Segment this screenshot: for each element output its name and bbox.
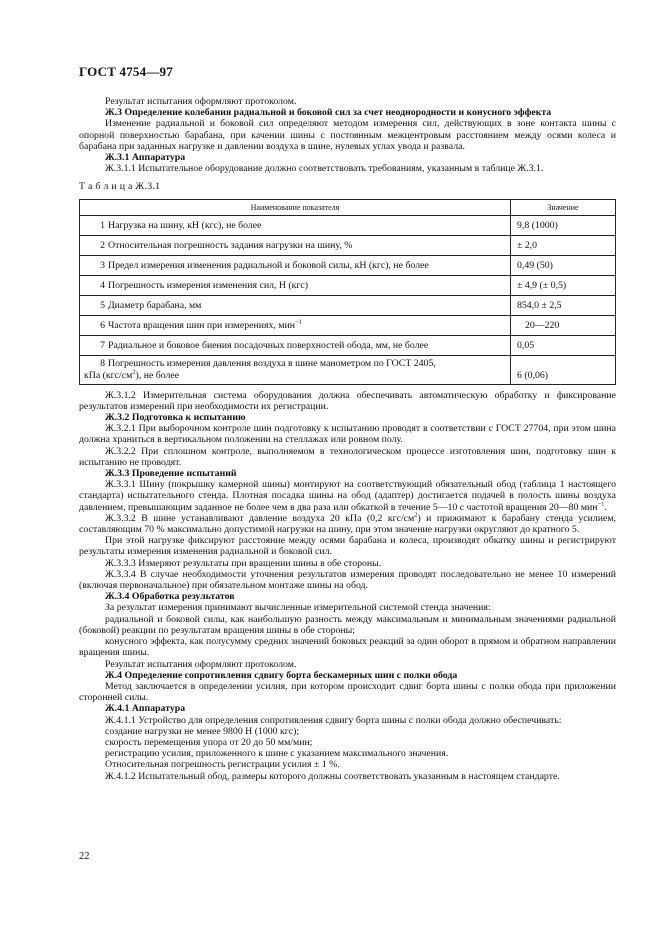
paragraph: Относительная погрешность регистрации усилия ± 1 %. bbox=[105, 759, 340, 771]
parameter-value: 20—220 bbox=[511, 315, 616, 335]
section-heading: Ж.3 Определение колебания радиальной и боковой сил за счет неоднородности и конусного эффекта bbox=[105, 107, 552, 119]
subsection-heading: Ж.3.2 Подготовка к испытанию bbox=[105, 412, 246, 424]
table-header-row bbox=[80, 199, 616, 215]
table-caption: Т а б л и ц а Ж.3.1 bbox=[79, 181, 161, 193]
document-body bbox=[79, 96, 616, 782]
subsection-heading: Ж.3.1 Аппаратура bbox=[105, 152, 186, 164]
table-row bbox=[80, 315, 616, 335]
paragraph: Ж.3.1.1 Испытательное оборудование должно соответствовать требованиям, указанным в таблице Ж.3.1. bbox=[105, 163, 544, 175]
table-row bbox=[80, 295, 616, 315]
paragraph: Ж.4.1.1 Устройство для определения сопротивления сдвигу борта шины с полки обода должно обеспечивать: bbox=[105, 714, 562, 726]
parameter-value: 0,49 (50) bbox=[511, 255, 616, 275]
paragraph: Метод заключается в определении усилия, при котором происходит сдвиг борта шины с полки обода при приложении сторонней силы. bbox=[79, 680, 616, 704]
paragraph: Ж.3.2.2 При сплошном контроле, выполняемом в технологическом процессе изготовления шин, подготовку шин к испытанию не проводят. bbox=[79, 445, 616, 468]
list-item: регистрацию усилия, приложенного к шине с указанием максимального значения. bbox=[105, 748, 449, 760]
paragraph: Ж.3.3.1 Шину (покрышку камерной шины) монтируют на соответствующий обязательный обод (таблица 1 настоящего стандарта) испытательного стенда. Плотная посадка шины на обод (адаптер) достигается подачей в полость шины воздуха давлением, превышающим заданное не более чем в два раза или обкаткой в течение 5—10 с частотой вращения 20—80 мин$^{-1}$. bbox=[79, 479, 616, 513]
parameter-value: 0,05 bbox=[511, 335, 616, 355]
paragraph: Ж.4.1.2 Испытательный обод, размеры которого должны соответствовать указанным в настоящем стандарте. bbox=[105, 770, 560, 782]
paragraph: радиальной и боковой силы, как наибольшую разность между максимальным и минимальным значениями радиальной (боковой) реакции по результатам вращения шины в обе стороны; bbox=[79, 613, 616, 636]
subsection-heading: Ж.4.1 Аппаратура bbox=[105, 703, 186, 715]
paragraph: За результат измерения принимают вычисленные измерительной системой стенда значения: bbox=[105, 602, 491, 614]
document-header: ГОСТ 4754—97 bbox=[79, 64, 173, 79]
paragraph: Ж.3.1.2 Измерительная система оборудования должна обеспечивать автоматическую обработку и фиксирование результатов измерений при необходимости их регистрации. bbox=[79, 389, 616, 412]
parameter-name: 8 Погрешность измерения давления воздуха в шине манометром по ГОСТ 2405, кПа $(кгс/см^2)$, не более bbox=[80, 355, 511, 384]
paragraph: Изменение радиальной и боковой сил определяют методом измерения сил, действующих в зоне контакта шины с опорной поверхностью барабана, при качении шины с постоянным межцентровым расстоянием между осями колеса и барабана при заданных нагрузке и давлении воздуха в шине, нулевых углах увода и развала. bbox=[79, 118, 616, 152]
parameter-name: 2 Относительная погрешность задания нагрузки на шину, % bbox=[80, 235, 511, 255]
table-row bbox=[80, 355, 616, 384]
parameter-value: 9,8 (1000) bbox=[511, 215, 616, 235]
parameter-value: 854,0 ± 2,5 bbox=[511, 295, 616, 315]
paragraph: конусного эффекта, как полусумму средних значений боковых реакций за один оборот в прямом и обратном направлении вращения шины. bbox=[79, 636, 616, 659]
paragraph: Ж.3.2.1 При выборочном контроле шин подготовку к испытанию проводят в соответствии с ГОСТ 27704, при этом шина должна храниться в вертикальном положении на стеллажах или ровном полу. bbox=[79, 423, 616, 446]
subsection-heading: Ж.3.4 Обработка результатов bbox=[105, 591, 235, 603]
list-item: скорость перемещения упора от 20 до 50 мм/мин; bbox=[105, 736, 313, 748]
parameter-name: 5 Диаметр барабана, мм bbox=[80, 295, 511, 315]
column-header-name: Наименование показателя bbox=[80, 199, 511, 215]
parameter-value: ± 4,9 (± 0,5) bbox=[511, 275, 616, 295]
section-heading: Ж.4 Определение сопротивления сдвигу борта бескамерных шин с полки обода bbox=[105, 669, 458, 681]
parameter-name: 4 Погрешность измерения изменения сил, Н (кгс) bbox=[80, 275, 511, 295]
paragraph: Ж.3.3.4 В случае необходимости уточнения результатов измерения проводят последовательно не менее 10 измерений (включая первоначальное) при обязательном монтаже шины на обод. bbox=[79, 568, 616, 592]
page-number: 22 bbox=[79, 851, 90, 862]
paragraph: Ж.3.3.3 Измеряют результаты при вращении шины в обе стороны. bbox=[105, 557, 382, 569]
parameters-table bbox=[79, 199, 616, 385]
paragraph: Результат испытания оформляют протоколом. bbox=[105, 96, 297, 107]
parameter-value: 6 (0,06) bbox=[511, 355, 616, 384]
table-row bbox=[80, 215, 616, 235]
table-row bbox=[80, 335, 616, 355]
list-item: создание нагрузки не менее 9800 Н (1000 кгс); bbox=[105, 725, 300, 737]
subsection-heading: Ж.3.3 Проведение испытаний bbox=[105, 468, 237, 480]
column-header-value: Значение bbox=[511, 199, 616, 215]
paragraph: При этой нагрузке фиксируют расстояние между осями барабана и колеса, производят обкатку шины и регистрируют результаты измерения изменения радиальной и боковой сил. bbox=[79, 535, 616, 558]
table-row bbox=[80, 255, 616, 275]
parameter-name: 3 Предел измерения изменения радиальной и боковой силы, кН (кгс), не более bbox=[80, 255, 511, 275]
table-row bbox=[80, 275, 616, 295]
paragraph: Ж.3.3.2 В шине устанавливают давление воздуха 20 кПа (0,2 кгс/$см^2$) и прижимают к барабану стенда усилием, составляющим 70 % максимально допустимой нагрузки на шину, при этом значение нагрузки округляют до кратного 5. bbox=[79, 511, 616, 536]
parameter-name: 1 Нагрузка на шину, кН (кгс), не более bbox=[80, 215, 511, 235]
parameter-name: 6 Частота вращения шин при измерениях, мин$^{-1}$ bbox=[80, 315, 511, 335]
parameter-value: ± 2,0 bbox=[511, 235, 616, 255]
paragraph: Результат испытания оформляют протоколом. bbox=[105, 658, 297, 670]
parameter-name: 7 Радиальное и боковое биения посадочных поверхностей обода, мм, не более bbox=[80, 335, 511, 355]
table-row bbox=[80, 235, 616, 255]
